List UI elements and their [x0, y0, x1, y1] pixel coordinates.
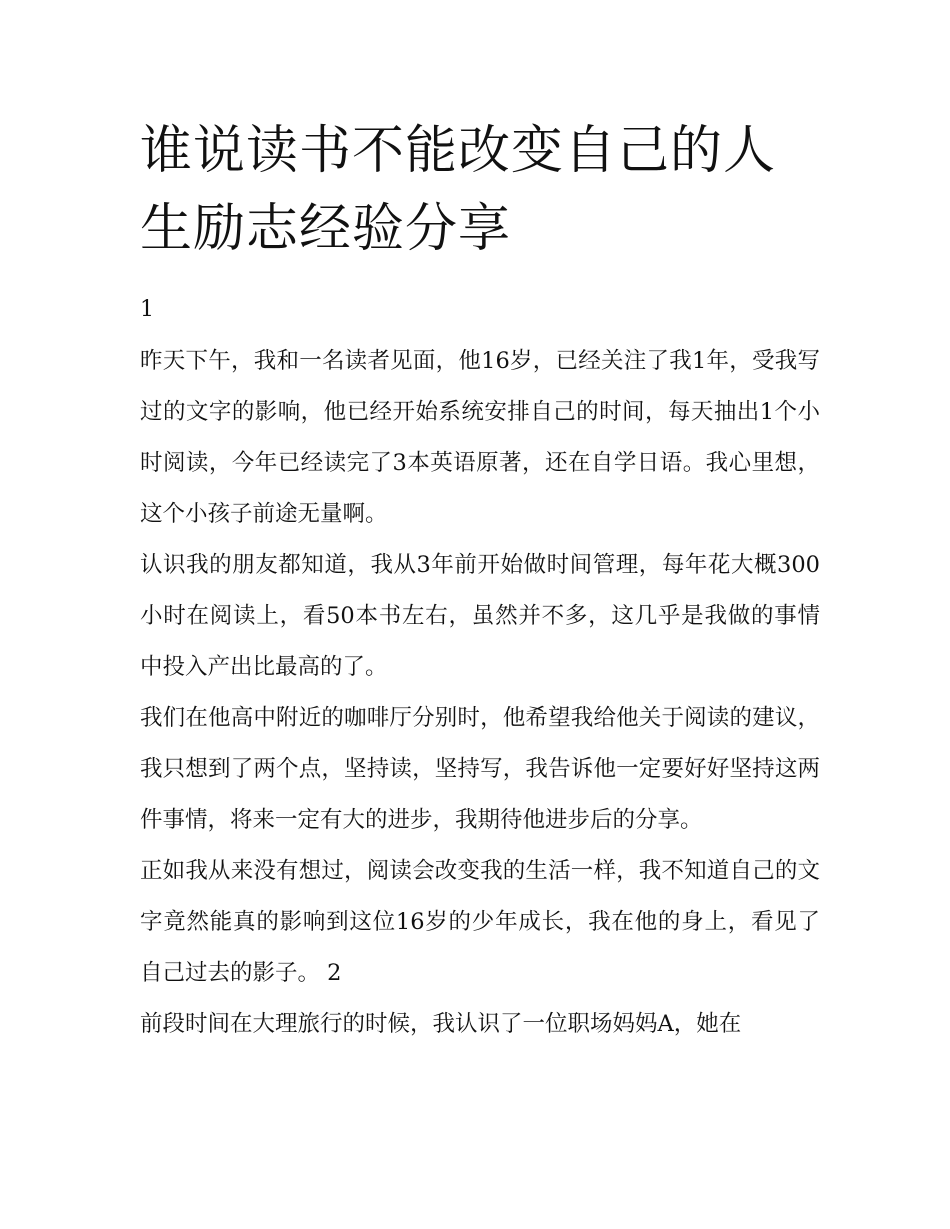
- section-number: 1: [140, 297, 154, 322]
- document-title: 谁说读书不能改变自己的人生励志经验分享: [140, 121, 777, 259]
- document-page: [140, 112, 820, 1050]
- paragraph: 认识我的朋友都知道，我从3年前开始做时间管理，每年花大概300小时在阅读上，看50本书左右，虽然并不多，这几乎是我做的事情中投入产出比最高的了。: [140, 552, 820, 680]
- paragraph: 前段时间在大理旅行的时候，我认识了一位职场妈妈A，她在: [140, 1011, 742, 1037]
- paragraph: 我们在他高中附近的咖啡厅分别时，他希望我给他关于阅读的建议，我只想到了两个点，坚持读，坚持写，我告诉他一定要好好坚持这两件事情，将来一定有大的进步，我期待他进步后的分享。: [140, 705, 820, 833]
- paragraph: 昨天下午，我和一名读者见面，他16岁，已经关注了我1年，受我写过的文字的影响，他已经开始系统安排自己的时间，每天抽出1个小时阅读，今年已经读完了3本英语原著，还在自学日语。我心里想，这个小孩子前途无量啊。: [140, 348, 820, 527]
- paragraph: 正如我从来没有想过，阅读会改变我的生活一样，我不知道自己的文字竟然能真的影响到这位16岁的少年成长，我在他的身上，看见了自己过去的影子。 2: [140, 858, 820, 986]
